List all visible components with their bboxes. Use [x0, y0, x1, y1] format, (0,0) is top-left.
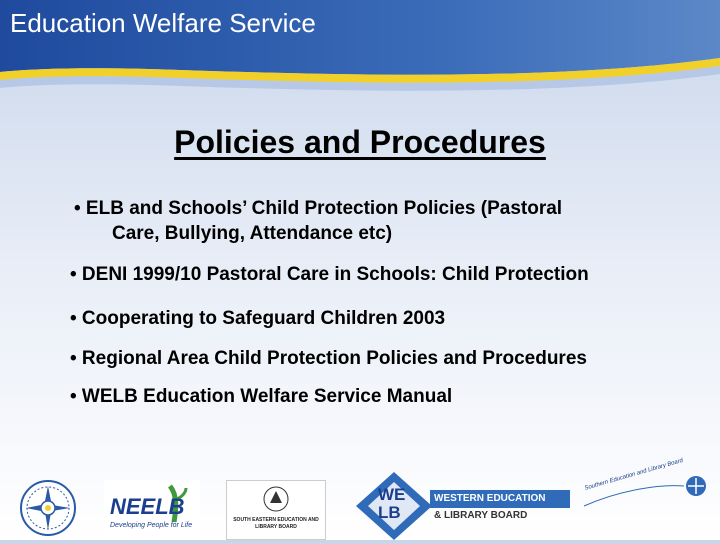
header-title: Education Welfare Service: [10, 8, 316, 38]
neelb-logo: [104, 480, 200, 538]
welb-abbr-top: WE: [378, 485, 406, 504]
welb-name-bar: [430, 490, 570, 508]
bullet-item: • WELB Education Welfare Service Manual: [70, 386, 453, 407]
bullet-item: • DENI 1999/10 Pastoral Care in Schools: Child Protection: [70, 264, 589, 285]
slide-title-text: Policies and Procedures: [174, 124, 546, 160]
bullet-item: [74, 196, 562, 247]
selb-name: Southern Education and Library Board: [584, 457, 684, 492]
header-banner: [0, 0, 720, 110]
welb-abbr: [378, 486, 405, 522]
compass-logo: [10, 476, 86, 540]
neelb-tagline: Developing People for Life: [110, 522, 193, 529]
seelb-logo: [226, 480, 326, 540]
bullet-text: • ELB and Schools’ Child Protection Policies (Pastoral: [74, 198, 563, 219]
welb-abbr-bottom: LB: [378, 502, 401, 522]
seelb-name: SOUTH EASTERN EDUCATION AND LIBRARY BOARD: [233, 517, 319, 530]
logo-strip: [0, 457, 720, 540]
welb-logo: [354, 470, 574, 540]
bullet-text-continued: Care, Bullying, Attendance etc): [112, 223, 393, 245]
seelb-emblem: [227, 481, 325, 539]
slide-title: [0, 124, 720, 161]
welb-line1: WESTERN EDUCATION: [434, 493, 546, 504]
neelb-name: NEELB: [110, 494, 185, 519]
selb-logo: [580, 457, 714, 532]
bullet-item: • Cooperating to Safeguard Children 2003: [70, 308, 446, 329]
bullet-item: • Regional Area Child Protection Policies and Procedures: [70, 348, 587, 369]
welb-line2: & LIBRARY BOARD: [434, 510, 528, 521]
